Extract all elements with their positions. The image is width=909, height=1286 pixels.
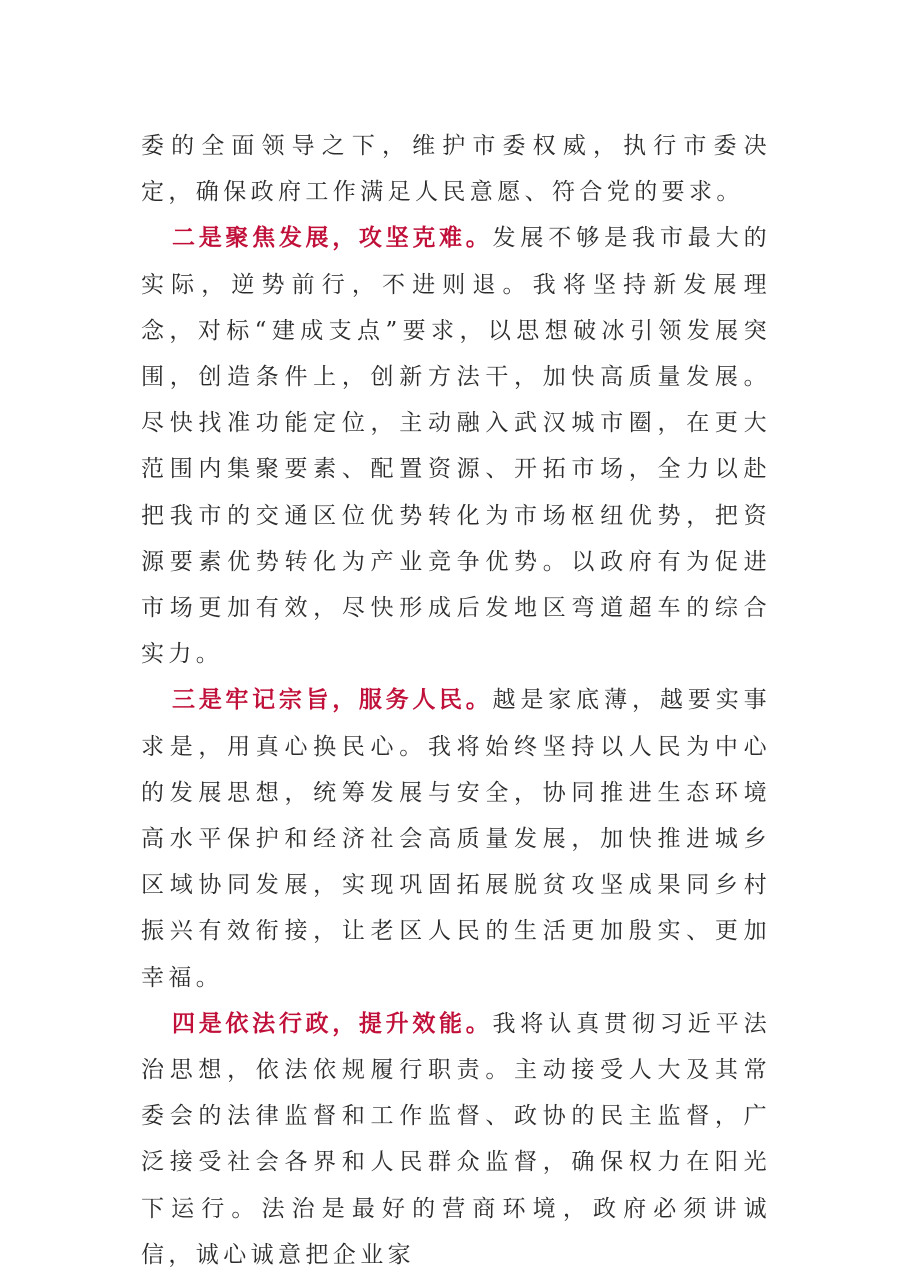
paragraph-body: 委的全面领导之下，维护市委权威，执行市委决定，确保政府工作满足人民意愿、符合党的要求。 [141, 133, 771, 206]
paragraph-heading: 二是聚焦发展，攻坚克难。 [172, 224, 493, 252]
paragraph-heading: 四是依法行政，提升效能。 [172, 1009, 493, 1037]
paragraph-heading: 三是牢记宗旨，服务人民。 [172, 686, 493, 714]
paragraph-continuation [141, 123, 771, 215]
paragraph-serve-people [141, 677, 771, 1000]
paragraph-body: 我将认真贯彻习近平法治思想，依法依规履行职责。主动接受人大及其常委会的法律监督和工作监督、政协的民主监督，广泛接受社会各界和人民群众监督，确保权力在阳光下运行。法治是最好的营商环境，政府必须讲诚信，诚心诚意把企业家 [141, 1010, 772, 1268]
document-body [141, 123, 771, 1278]
paragraph-focus-development [141, 215, 771, 677]
paragraph-rule-of-law [141, 1001, 771, 1278]
paragraph-body: 越是家底薄，越要实事求是，用真心换民心。我将始终坚持以人民为中心的发展思想，统筹发展与安全，协同推进生态环境高水平保护和经济社会高质量发展，加快推进城乡区域协同发展，实现巩固拓展脱贫攻坚成果同乡村振兴有效衔接，让老区人民的生活更加殷实、更加幸福。 [141, 687, 772, 991]
paragraph-body: 发展不够是我市最大的实际，逆势前行，不进则退。我将坚持新发展理念，对标“建成支点”要求，以思想破冰引领发展突围，创造条件上，创新方法干，加快高质量发展。尽快找准功能定位，主动融入武汉城市圈，在更大范围内集聚要素、配置资源、开拓市场，全力以赴把我市的交通区位优势转化为市场枢纽优势，把资源要素优势转化为产业竞争优势。以政府有为促进市场更加有效，尽快形成后发地区弯道超车的综合实力。 [141, 225, 772, 668]
